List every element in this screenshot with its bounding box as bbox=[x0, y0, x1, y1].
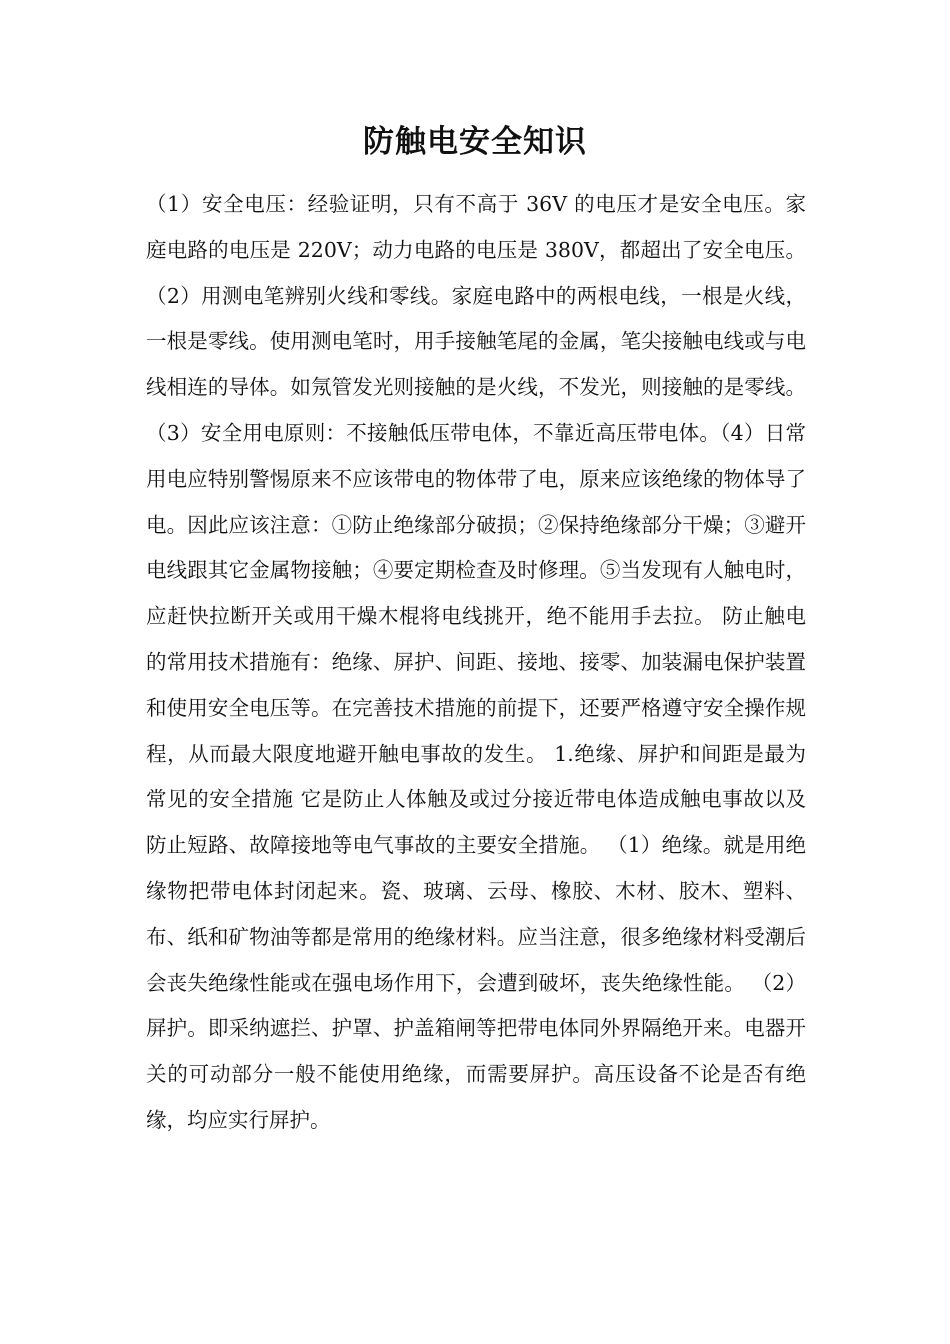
document-body: （1）安全电压：经验证明，只有不高于 36V 的电压才是安全电压。家庭电路的电压是 220V；动力电路的电压是 380V，都超出了安全电压。（2）用测电笔辨别火线和零线。家庭电路中的两根电线，一根是火线，一根是零线。使用测电笔时，用手接触笔尾的金属，笔尖接触电线或与电线相连的导体。如氖管发光则接触的是火线，不发光，则接触的是零线。（3）安全用电原则：不接触低压带电体，不靠近高压带电体。（4）日常用电应特别警惕原来不应该带电的物体带了电，原来应该绝缘的物体导了电。因此应该注意：①防止绝缘部分破损；②保持绝缘部分干燥；③避开电线跟其它金属物接触；④要定期检查及时修理。⑤当发现有人触电时，应赶快拉断开关或用干燥木棍将电线挑开，绝不能用手去拉。 防止触电的常用技术措施有：绝缘、屏护、间距、接地、接零、加装漏电保护装置和使用安全电压等。在完善技术措施的前提下，还要严格遵守安全操作规程，从而最大限度地避开触电事故的发生。 1.绝缘、屏护和间距是最为常见的安全措施 它是防止人体触及或过分接近带电体造成触电事故以及防止短路、故障接地等电气事故的主要安全措施。 （1）绝缘。就是用绝缘物把带电体封闭起来。瓷、玻璃、云母、橡胶、木材、胶木、塑料、布、纸和矿物油等都是常用的绝缘材料。应当注意，很多绝缘材料受潮后会丧失绝缘性能或在强电场作用下，会遭到破坏，丧失绝缘性能。 （2）屏护。即采纳遮拦、护罩、护盖箱闸等把带电体同外界隔绝开来。电器开关的可动部分一般不能使用绝缘，而需要屏护。高压设备不论是否有绝缘，均应实行屏护。 bbox=[146, 192, 806, 1132]
document-title: 防触电安全知识 bbox=[363, 124, 587, 160]
